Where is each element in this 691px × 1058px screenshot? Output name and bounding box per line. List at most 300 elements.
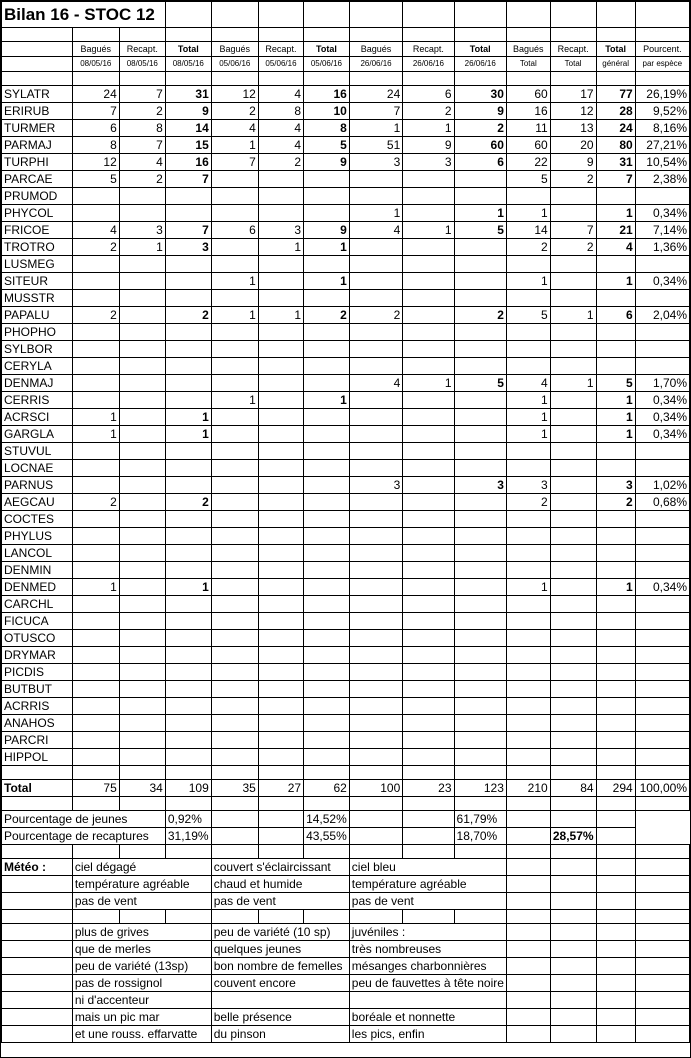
value-cell bbox=[211, 647, 258, 664]
value-cell bbox=[119, 562, 165, 579]
value-cell: 1,70% bbox=[635, 375, 689, 392]
note-text: du pinson bbox=[211, 1026, 349, 1043]
value-cell bbox=[403, 392, 454, 409]
value-cell bbox=[349, 358, 402, 375]
cell bbox=[635, 28, 689, 42]
table-row bbox=[2, 443, 690, 460]
value-cell bbox=[304, 749, 350, 766]
value-cell bbox=[72, 528, 119, 545]
cell bbox=[304, 2, 350, 28]
value-cell bbox=[258, 290, 303, 307]
cell bbox=[258, 811, 303, 828]
column-subheader: 08/05/16 bbox=[119, 57, 165, 72]
value-cell bbox=[635, 443, 689, 460]
column-header: Total bbox=[165, 42, 211, 57]
cell bbox=[550, 876, 596, 893]
value-cell bbox=[454, 188, 506, 205]
value-cell bbox=[506, 715, 550, 732]
value-cell: 7 bbox=[72, 103, 119, 120]
value-cell bbox=[119, 426, 165, 443]
cell bbox=[506, 992, 550, 1009]
value-cell bbox=[635, 528, 689, 545]
cell bbox=[596, 893, 635, 910]
cell bbox=[211, 72, 258, 86]
cell bbox=[119, 766, 165, 780]
cell bbox=[211, 845, 258, 859]
value-cell bbox=[506, 647, 550, 664]
value-cell: 2 bbox=[72, 239, 119, 256]
value-cell: 2 bbox=[454, 307, 506, 324]
value-cell bbox=[211, 460, 258, 477]
value-cell bbox=[454, 341, 506, 358]
value-cell: 21 bbox=[596, 222, 635, 239]
value-cell bbox=[635, 460, 689, 477]
value-cell bbox=[119, 375, 165, 392]
value-cell bbox=[550, 494, 596, 511]
value-cell bbox=[454, 664, 506, 681]
column-subheader: Total bbox=[506, 57, 550, 72]
value-cell bbox=[454, 460, 506, 477]
value-cell bbox=[596, 290, 635, 307]
value-cell bbox=[165, 358, 211, 375]
value-cell: 1 bbox=[304, 239, 350, 256]
cell bbox=[596, 958, 635, 975]
value-cell: 1 bbox=[304, 392, 350, 409]
note-text: ni d'accenteur bbox=[72, 992, 211, 1009]
spacer-row bbox=[2, 845, 690, 859]
species-code: PRUMOD bbox=[2, 188, 73, 205]
value-cell bbox=[550, 647, 596, 664]
value-cell bbox=[349, 579, 402, 596]
value-cell bbox=[550, 188, 596, 205]
value-cell bbox=[304, 358, 350, 375]
value-cell bbox=[304, 171, 350, 188]
species-code: SITEUR bbox=[2, 273, 73, 290]
meteo-text: couvert s'éclaircissant bbox=[211, 859, 349, 876]
cell bbox=[635, 910, 689, 924]
column-header: Total bbox=[596, 42, 635, 57]
value-cell: 1 bbox=[506, 426, 550, 443]
value-cell: 6 bbox=[596, 307, 635, 324]
value-cell: 1 bbox=[506, 392, 550, 409]
value-cell bbox=[304, 290, 350, 307]
cell bbox=[550, 2, 596, 28]
value-cell bbox=[550, 732, 596, 749]
table-row bbox=[2, 290, 690, 307]
value-cell: 0,34% bbox=[635, 392, 689, 409]
cell bbox=[349, 28, 402, 42]
value-cell bbox=[550, 409, 596, 426]
value-cell: 60 bbox=[506, 86, 550, 103]
cell bbox=[506, 811, 550, 828]
value-cell bbox=[550, 443, 596, 460]
column-subheader: général bbox=[596, 57, 635, 72]
value-cell bbox=[72, 392, 119, 409]
meteo-text: ciel bleu bbox=[349, 859, 506, 876]
meteo-text: ciel dégagé bbox=[72, 859, 211, 876]
total-row bbox=[2, 780, 690, 797]
total-cell: 123 bbox=[454, 780, 506, 797]
cell bbox=[550, 924, 596, 941]
value-cell bbox=[119, 698, 165, 715]
value-cell bbox=[403, 290, 454, 307]
value-cell bbox=[403, 715, 454, 732]
value-cell: 2 bbox=[72, 307, 119, 324]
value-cell bbox=[304, 715, 350, 732]
value-cell bbox=[258, 749, 303, 766]
cell bbox=[506, 845, 550, 859]
value-cell bbox=[304, 579, 350, 596]
table-row bbox=[2, 613, 690, 630]
value-cell: 16 bbox=[304, 86, 350, 103]
value-cell bbox=[454, 630, 506, 647]
value-cell: 1 bbox=[165, 426, 211, 443]
cell bbox=[72, 910, 119, 924]
value-cell bbox=[119, 443, 165, 460]
column-subheader: par espèce bbox=[635, 57, 689, 72]
cell bbox=[506, 828, 550, 845]
value-cell bbox=[506, 698, 550, 715]
meteo-text: chaud et humide bbox=[211, 876, 349, 893]
value-cell bbox=[258, 545, 303, 562]
value-cell bbox=[258, 460, 303, 477]
value-cell bbox=[72, 630, 119, 647]
value-cell bbox=[304, 613, 350, 630]
species-code: STUVUL bbox=[2, 443, 73, 460]
cell bbox=[349, 72, 402, 86]
value-cell bbox=[304, 545, 350, 562]
species-code: PARMAJ bbox=[2, 137, 73, 154]
value-cell bbox=[596, 630, 635, 647]
column-subheader: 05/06/16 bbox=[211, 57, 258, 72]
value-cell: 1 bbox=[119, 239, 165, 256]
value-cell bbox=[72, 613, 119, 630]
value-cell bbox=[596, 188, 635, 205]
value-cell: 1 bbox=[211, 307, 258, 324]
table-row bbox=[2, 647, 690, 664]
value-cell bbox=[506, 341, 550, 358]
value-cell: 3 bbox=[596, 477, 635, 494]
value-cell bbox=[72, 188, 119, 205]
species-code: CARCHL bbox=[2, 596, 73, 613]
value-cell bbox=[258, 698, 303, 715]
value-cell bbox=[165, 341, 211, 358]
value-cell bbox=[119, 358, 165, 375]
cell bbox=[635, 893, 689, 910]
total-cell: 35 bbox=[211, 780, 258, 797]
value-cell: 7,14% bbox=[635, 222, 689, 239]
cell bbox=[506, 893, 550, 910]
meteo-row bbox=[2, 859, 690, 876]
cell bbox=[2, 975, 73, 992]
value-cell bbox=[165, 562, 211, 579]
value-cell bbox=[635, 749, 689, 766]
value-cell bbox=[403, 630, 454, 647]
note-text: peu de fauvettes à tête noire bbox=[349, 975, 506, 992]
cell bbox=[550, 893, 596, 910]
meteo-text: température agréable bbox=[349, 876, 506, 893]
value-cell bbox=[349, 562, 402, 579]
header-row-1 bbox=[2, 42, 690, 57]
value-cell bbox=[304, 732, 350, 749]
value-cell bbox=[506, 511, 550, 528]
value-cell bbox=[454, 681, 506, 698]
value-cell bbox=[506, 749, 550, 766]
value-cell: 1 bbox=[454, 205, 506, 222]
cell bbox=[550, 766, 596, 780]
value-cell: 3 bbox=[165, 239, 211, 256]
value-cell bbox=[596, 664, 635, 681]
table-row bbox=[2, 460, 690, 477]
cell bbox=[596, 845, 635, 859]
value-cell: 4 bbox=[258, 137, 303, 154]
value-cell bbox=[211, 290, 258, 307]
value-cell bbox=[596, 528, 635, 545]
cell bbox=[506, 958, 550, 975]
value-cell: 2 bbox=[403, 103, 454, 120]
value-cell bbox=[165, 732, 211, 749]
value-cell bbox=[635, 647, 689, 664]
pct-jeunes-s1: 0,92% bbox=[165, 811, 211, 828]
species-code: SYLBOR bbox=[2, 341, 73, 358]
value-cell: 0,68% bbox=[635, 494, 689, 511]
value-cell bbox=[403, 528, 454, 545]
value-cell bbox=[258, 681, 303, 698]
value-cell: 4 bbox=[258, 86, 303, 103]
value-cell: 1 bbox=[596, 273, 635, 290]
table-row bbox=[2, 749, 690, 766]
value-cell bbox=[550, 664, 596, 681]
spacer-row bbox=[2, 797, 690, 811]
species-code: DENMED bbox=[2, 579, 73, 596]
value-cell bbox=[403, 511, 454, 528]
value-cell bbox=[596, 545, 635, 562]
cell bbox=[403, 845, 454, 859]
species-code: PICDIS bbox=[2, 664, 73, 681]
value-cell bbox=[454, 443, 506, 460]
value-cell bbox=[211, 409, 258, 426]
cell bbox=[258, 2, 303, 28]
spacer-row bbox=[2, 28, 690, 42]
cell bbox=[506, 876, 550, 893]
value-cell bbox=[403, 426, 454, 443]
species-code: ANAHOS bbox=[2, 715, 73, 732]
cell bbox=[403, 828, 454, 845]
value-cell bbox=[165, 392, 211, 409]
table-row bbox=[2, 409, 690, 426]
species-code: COCTES bbox=[2, 511, 73, 528]
value-cell: 1,02% bbox=[635, 477, 689, 494]
species-code: TURPHI bbox=[2, 154, 73, 171]
value-cell: 1 bbox=[403, 120, 454, 137]
cell bbox=[550, 958, 596, 975]
cell bbox=[258, 845, 303, 859]
value-cell bbox=[550, 545, 596, 562]
species-code: DENMAJ bbox=[2, 375, 73, 392]
value-cell bbox=[211, 171, 258, 188]
value-cell bbox=[349, 749, 402, 766]
value-cell: 10,54% bbox=[635, 154, 689, 171]
column-header: Bagués bbox=[506, 42, 550, 57]
total-cell: 294 bbox=[596, 780, 635, 797]
pct-jeunes-label: Pourcentage de jeunes bbox=[2, 811, 166, 828]
value-cell bbox=[119, 528, 165, 545]
value-cell bbox=[349, 239, 402, 256]
column-header: Bagués bbox=[72, 42, 119, 57]
cell bbox=[304, 797, 350, 811]
value-cell bbox=[258, 273, 303, 290]
value-cell bbox=[596, 647, 635, 664]
value-cell: 14 bbox=[506, 222, 550, 239]
cell bbox=[550, 975, 596, 992]
cell bbox=[506, 72, 550, 86]
spacer-row bbox=[2, 766, 690, 780]
cell bbox=[304, 910, 350, 924]
value-cell: 26,19% bbox=[635, 86, 689, 103]
cell bbox=[165, 910, 211, 924]
value-cell bbox=[165, 664, 211, 681]
spacer-row bbox=[2, 72, 690, 86]
cell bbox=[2, 924, 73, 941]
table-row bbox=[2, 630, 690, 647]
value-cell bbox=[211, 341, 258, 358]
value-cell bbox=[119, 273, 165, 290]
value-cell bbox=[72, 562, 119, 579]
value-cell bbox=[211, 443, 258, 460]
value-cell bbox=[454, 494, 506, 511]
value-cell bbox=[596, 324, 635, 341]
value-cell bbox=[211, 613, 258, 630]
value-cell bbox=[165, 290, 211, 307]
column-header: Total bbox=[304, 42, 350, 57]
column-header: Recapt. bbox=[258, 42, 303, 57]
meteo-text: pas de vent bbox=[349, 893, 506, 910]
cell bbox=[550, 859, 596, 876]
table-row bbox=[2, 392, 690, 409]
spacer-row bbox=[2, 910, 690, 924]
value-cell bbox=[635, 290, 689, 307]
value-cell: 2 bbox=[72, 494, 119, 511]
cell bbox=[596, 72, 635, 86]
value-cell: 1 bbox=[596, 205, 635, 222]
value-cell bbox=[506, 681, 550, 698]
table-row bbox=[2, 205, 690, 222]
value-cell: 6 bbox=[403, 86, 454, 103]
value-cell bbox=[454, 426, 506, 443]
meteo-row bbox=[2, 893, 690, 910]
value-cell bbox=[165, 375, 211, 392]
value-cell bbox=[258, 188, 303, 205]
total-label: Total bbox=[2, 780, 73, 797]
cell bbox=[304, 28, 350, 42]
value-cell bbox=[72, 460, 119, 477]
value-cell bbox=[635, 596, 689, 613]
value-cell bbox=[550, 324, 596, 341]
note-text: mais un pic mar bbox=[72, 1009, 211, 1026]
value-cell bbox=[403, 256, 454, 273]
column-subheader: 05/06/16 bbox=[304, 57, 350, 72]
value-cell bbox=[506, 290, 550, 307]
value-cell bbox=[258, 732, 303, 749]
value-cell bbox=[72, 511, 119, 528]
cell bbox=[550, 797, 596, 811]
meteo-text: pas de vent bbox=[72, 893, 211, 910]
value-cell: 1 bbox=[258, 239, 303, 256]
species-code: FICUCA bbox=[2, 613, 73, 630]
value-cell bbox=[165, 188, 211, 205]
species-code: PHOPHO bbox=[2, 324, 73, 341]
total-cell: 23 bbox=[403, 780, 454, 797]
column-subheader: 08/05/16 bbox=[72, 57, 119, 72]
note-text: bon nombre de femelles bbox=[211, 958, 349, 975]
cell bbox=[165, 72, 211, 86]
cell bbox=[211, 766, 258, 780]
pct-jeunes-row bbox=[2, 811, 690, 828]
value-cell: 2 bbox=[304, 307, 350, 324]
cell bbox=[506, 859, 550, 876]
value-cell: 10 bbox=[304, 103, 350, 120]
table-row bbox=[2, 103, 690, 120]
value-cell bbox=[211, 511, 258, 528]
value-cell bbox=[258, 596, 303, 613]
total-cell: 75 bbox=[72, 780, 119, 797]
value-cell bbox=[165, 749, 211, 766]
species-code: ERIRUB bbox=[2, 103, 73, 120]
table-row bbox=[2, 494, 690, 511]
value-cell: 6 bbox=[454, 154, 506, 171]
species-code: FRICOE bbox=[2, 222, 73, 239]
table-row bbox=[2, 477, 690, 494]
value-cell: 1 bbox=[304, 273, 350, 290]
cell bbox=[550, 72, 596, 86]
value-cell bbox=[349, 647, 402, 664]
value-cell bbox=[165, 273, 211, 290]
cell bbox=[2, 876, 73, 893]
value-cell bbox=[454, 273, 506, 290]
value-cell: 0,34% bbox=[635, 426, 689, 443]
note-text bbox=[349, 992, 506, 1009]
value-cell bbox=[258, 392, 303, 409]
cell bbox=[258, 797, 303, 811]
value-cell: 0,34% bbox=[635, 409, 689, 426]
cell bbox=[635, 859, 689, 876]
value-cell: 8 bbox=[304, 120, 350, 137]
note-text: pas de rossignol bbox=[72, 975, 211, 992]
value-cell bbox=[635, 732, 689, 749]
value-cell bbox=[635, 613, 689, 630]
value-cell bbox=[596, 698, 635, 715]
species-code: LOCNAE bbox=[2, 460, 73, 477]
cell bbox=[596, 859, 635, 876]
species-code: TROTRO bbox=[2, 239, 73, 256]
cell bbox=[403, 2, 454, 28]
value-cell: 0,34% bbox=[635, 273, 689, 290]
value-cell bbox=[454, 647, 506, 664]
value-cell: 1 bbox=[596, 409, 635, 426]
cell bbox=[596, 1026, 635, 1043]
value-cell: 8 bbox=[258, 103, 303, 120]
value-cell bbox=[635, 681, 689, 698]
cell bbox=[165, 28, 211, 42]
value-cell bbox=[349, 630, 402, 647]
pct-recaptures-general: 28,57% bbox=[550, 828, 596, 845]
pct-jeunes-s3: 61,79% bbox=[454, 811, 506, 828]
value-cell: 1 bbox=[506, 579, 550, 596]
table-row bbox=[2, 341, 690, 358]
cell bbox=[596, 910, 635, 924]
cell bbox=[2, 941, 73, 958]
cell bbox=[596, 992, 635, 1009]
